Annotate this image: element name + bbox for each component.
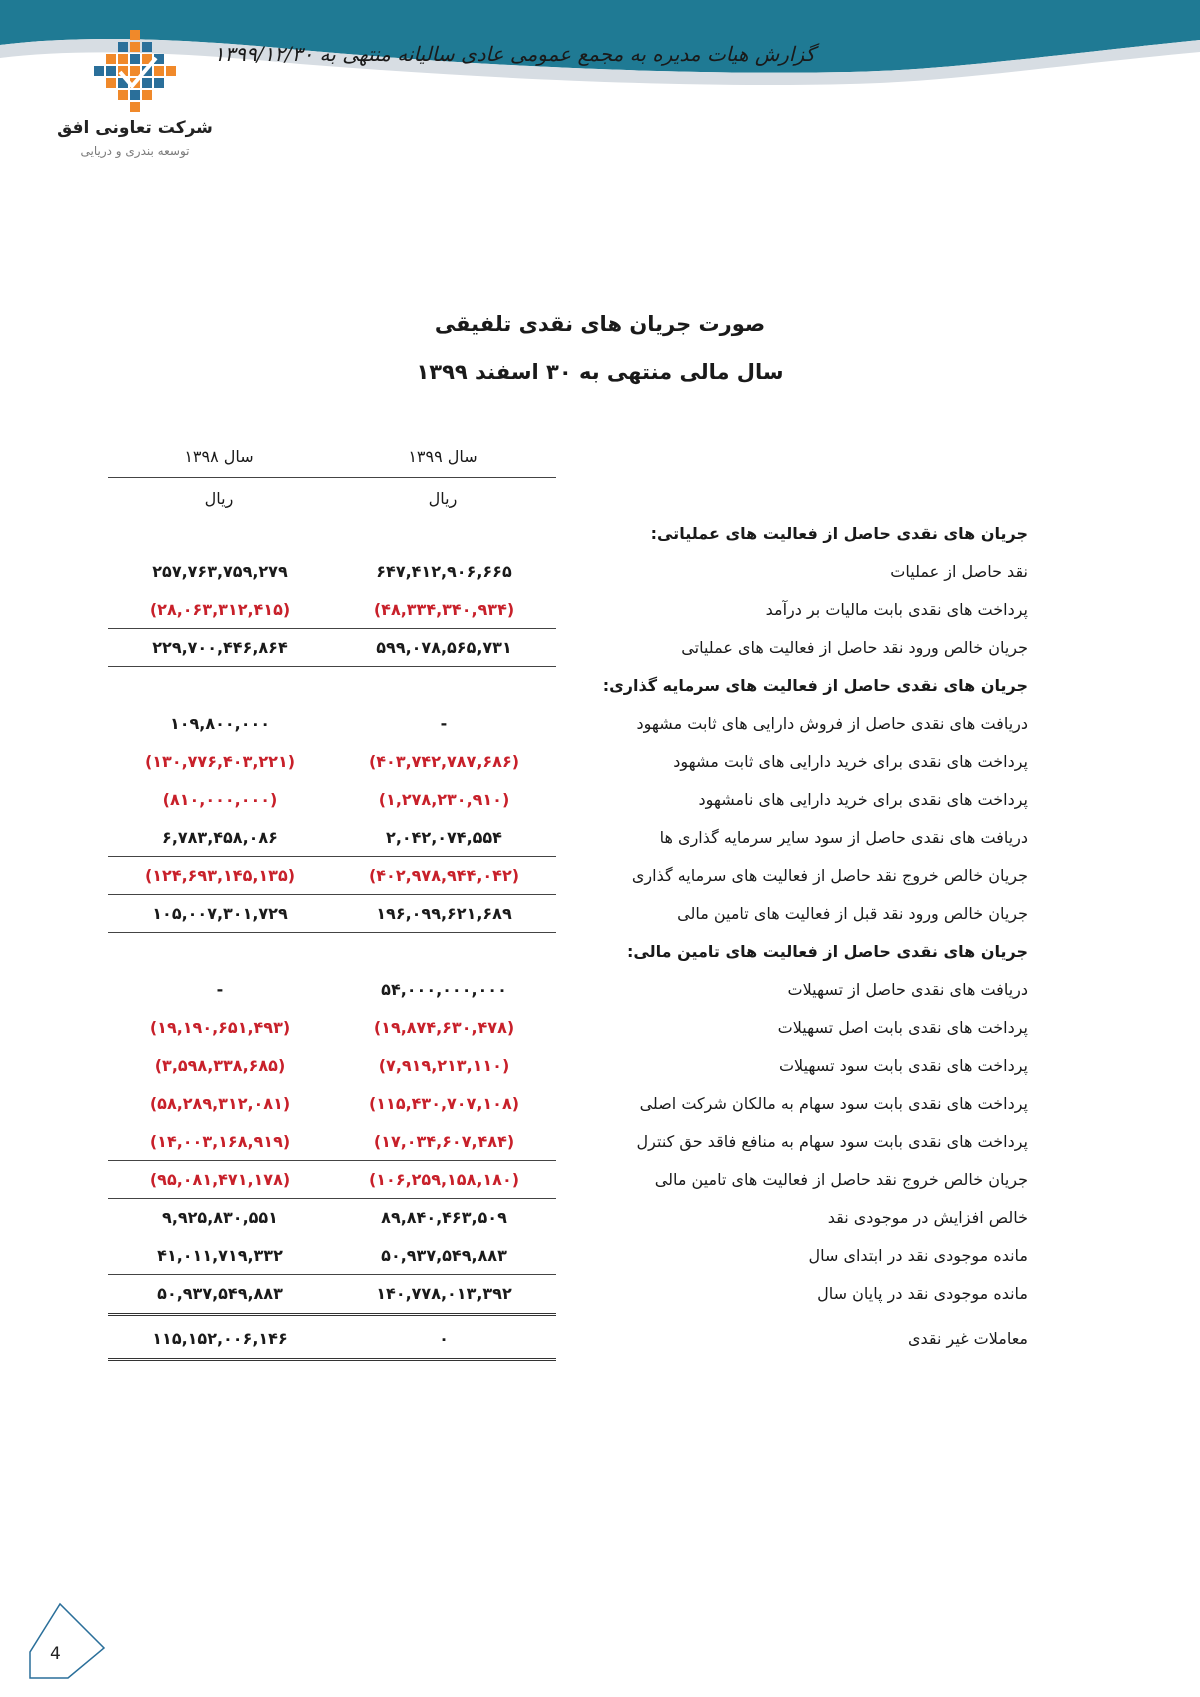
- row-label: پرداخت های نقدی بابت اصل تسهیلات: [777, 1018, 1028, 1037]
- page-number-badge: [26, 1600, 108, 1682]
- value-1398: ۴۱,۰۱۱,۷۱۹,۳۳۲: [157, 1246, 283, 1265]
- row-label: مانده موجودی نقد در پایان سال: [817, 1284, 1028, 1303]
- column-year-1398: سال ۱۳۹۸: [184, 447, 254, 466]
- total-double-rule: [108, 1313, 556, 1316]
- value-1398: (۲۸,۰۶۳,۳۱۲,۴۱۵): [149, 600, 291, 619]
- header-rule: [108, 477, 556, 478]
- table-row: [108, 1199, 1028, 1237]
- value-1399: (۱,۲۷۸,۲۳۰,۹۱۰): [378, 790, 510, 809]
- company-name: شرکت تعاونی افق: [57, 118, 213, 138]
- value-1398: (۱۳۰,۷۷۶,۴۰۳,۲۲۱): [144, 752, 296, 771]
- statement-subtitle: سال مالی منتهی به ۳۰ اسفند ۱۳۹۹: [416, 360, 784, 384]
- value-1398: ۲۲۹,۷۰۰,۴۴۶,۸۶۴: [152, 638, 288, 657]
- report-header-title: گزارش هیات مدیره به مجمع عمومی عادی سالیانه منتهی به ۱۳۹۹/۱۲/۳۰: [213, 42, 815, 66]
- company-tagline: توسعه بندری و دریایی: [80, 144, 190, 158]
- row-label: پرداخت های نقدی بابت سود تسهیلات: [778, 1056, 1028, 1075]
- row-label: پرداخت های نقدی برای خرید دارایی های نامشهود: [698, 790, 1028, 809]
- value-1399: ۱۴۰,۷۷۸,۰۱۳,۳۹۲: [376, 1284, 512, 1303]
- value-1399: ۰: [439, 1329, 449, 1348]
- value-1398: (۱۴,۰۰۳,۱۶۸,۹۱۹): [149, 1132, 291, 1151]
- row-label: معاملات غیر نقدی: [907, 1329, 1028, 1348]
- table-row: [108, 629, 1028, 667]
- value-1399: (۱۱۵,۴۳۰,۷۰۷,۱۰۸): [368, 1094, 520, 1113]
- company-logo: [55, 28, 215, 158]
- row-label: جریان های نقدی حاصل از فعالیت های عملیاتی:: [650, 524, 1028, 543]
- row-label: دریافت های نقدی حاصل از سود سایر سرمایه گذاری ها: [659, 828, 1028, 847]
- row-label: جریان های نقدی حاصل از فعالیت های تامین مالی:: [626, 942, 1028, 961]
- table-row: [108, 1161, 1028, 1199]
- value-1399: -: [440, 714, 448, 733]
- row-label: پرداخت های نقدی بابت سود سهام به مالکان شرکت اصلی: [639, 1094, 1028, 1113]
- row-label: دریافت های نقدی حاصل از تسهیلات: [787, 980, 1028, 999]
- table-row: [108, 1009, 1028, 1047]
- value-1398: ۱۱۵,۱۵۲,۰۰۶,۱۴۶: [152, 1329, 288, 1348]
- section-investing-heading: [108, 667, 1028, 705]
- value-1398: ۱۰۹,۸۰۰,۰۰۰: [169, 714, 271, 733]
- page-number: 4: [50, 1644, 61, 1664]
- section-financing-heading: [108, 933, 1028, 971]
- value-1398: (۵۸,۲۸۹,۳۱۲,۰۸۱): [149, 1094, 291, 1113]
- table-row: [108, 895, 1028, 933]
- column-year-1399: سال ۱۳۹۹: [408, 447, 478, 466]
- table-row: [108, 1047, 1028, 1085]
- row-label: جریان خالص خروج نقد حاصل از فعالیت های سرمایه گذاری: [631, 866, 1028, 885]
- value-1398: (۳,۵۹۸,۳۳۸,۶۸۵): [154, 1056, 286, 1075]
- table-row: [108, 591, 1028, 629]
- row-label: جریان خالص ورود نقد قبل از فعالیت های تامین مالی: [677, 904, 1028, 923]
- column-unit-1398: ریال: [204, 489, 234, 508]
- value-1399: ۱۹۶,۰۹۹,۶۲۱,۶۸۹: [376, 904, 512, 923]
- value-1399: ۶۴۷,۴۱۲,۹۰۶,۶۶۵: [376, 562, 512, 581]
- row-label: مانده موجودی نقد در ابتدای سال: [808, 1246, 1028, 1265]
- table-row: [108, 1320, 1028, 1358]
- table-row: [108, 971, 1028, 1009]
- table-row: [108, 553, 1028, 591]
- value-1399: (۱۹,۸۷۴,۶۳۰,۴۷۸): [373, 1018, 515, 1037]
- total-double-rule: [108, 1358, 556, 1361]
- value-1398: (۱۲۴,۶۹۳,۱۴۵,۱۳۵): [144, 866, 296, 885]
- row-label: پرداخت های نقدی برای خرید دارایی های ثابت مشهود: [673, 752, 1028, 771]
- value-1398: (۸۱۰,۰۰۰,۰۰۰): [162, 790, 278, 809]
- value-1399: ۵۴,۰۰۰,۰۰۰,۰۰۰: [381, 980, 507, 999]
- table-row: [108, 819, 1028, 857]
- value-1399: ۵۰,۹۳۷,۵۴۹,۸۸۳: [381, 1246, 507, 1265]
- row-label: پرداخت های نقدی بابت مالیات بر درآمد: [765, 600, 1028, 619]
- value-1398: ۶,۷۸۳,۴۵۸,۰۸۶: [162, 828, 278, 847]
- value-1399: (۴۸,۳۳۴,۳۴۰,۹۳۴): [373, 600, 515, 619]
- table-row: [108, 1237, 1028, 1275]
- value-1398: ۱۰۵,۰۰۷,۳۰۱,۷۲۹: [152, 904, 288, 923]
- table-row: [108, 743, 1028, 781]
- table-row: [108, 705, 1028, 743]
- table-row: [108, 1275, 1028, 1313]
- value-1399: (۴۰۳,۷۴۲,۷۸۷,۶۸۶): [368, 752, 520, 771]
- value-1399: (۱۰۶,۲۵۹,۱۵۸,۱۸۰): [368, 1170, 520, 1189]
- table-row: [108, 857, 1028, 895]
- row-label: نقد حاصل از عملیات: [890, 562, 1028, 581]
- row-label: دریافت های نقدی حاصل از فروش دارایی های ثابت مشهود: [636, 714, 1028, 733]
- table-row: [108, 1085, 1028, 1123]
- row-label: پرداخت های نقدی بابت سود سهام به منافع فاقد حق کنترل: [636, 1132, 1028, 1151]
- page-corner-icon: [26, 1600, 108, 1682]
- logo-mosaic-icon: [90, 28, 180, 116]
- row-label: جریان خالص خروج نقد حاصل از فعالیت های تامین مالی: [654, 1170, 1028, 1189]
- value-1398: ۵۰,۹۳۷,۵۴۹,۸۸۳: [157, 1284, 283, 1303]
- value-1398: ۹,۹۲۵,۸۳۰,۵۵۱: [162, 1208, 278, 1227]
- value-1399: (۱۷,۰۳۴,۶۰۷,۴۸۴): [373, 1132, 515, 1151]
- value-1398: (۹۵,۰۸۱,۴۷۱,۱۷۸): [149, 1170, 291, 1189]
- value-1399: (۴۰۲,۹۷۸,۹۴۴,۰۴۲): [368, 866, 520, 885]
- value-1398: ۲۵۷,۷۶۳,۷۵۹,۲۷۹: [152, 562, 288, 581]
- value-1399: ۸۹,۸۴۰,۴۶۳,۵۰۹: [381, 1208, 507, 1227]
- row-label: جریان های نقدی حاصل از فعالیت های سرمایه گذاری:: [602, 676, 1028, 695]
- section-operating-heading: [108, 515, 1028, 553]
- value-1399: ۲,۰۴۲,۰۷۴,۵۵۴: [386, 828, 502, 847]
- table-row: [108, 781, 1028, 819]
- value-1398: -: [216, 980, 224, 999]
- column-unit-1399: ریال: [428, 489, 458, 508]
- row-label: خالص افزایش در موجودی نقد: [827, 1208, 1028, 1227]
- row-label: جریان خالص ورود نقد حاصل از فعالیت های عملیاتی: [681, 638, 1028, 657]
- value-1399: ۵۹۹,۰۷۸,۵۶۵,۷۳۱: [376, 638, 512, 657]
- value-1399: (۷,۹۱۹,۲۱۳,۱۱۰): [378, 1056, 510, 1075]
- value-1398: (۱۹,۱۹۰,۶۵۱,۴۹۳): [149, 1018, 291, 1037]
- statement-title: صورت جریان های نقدی تلفیقی: [434, 312, 766, 336]
- table-row: [108, 1123, 1028, 1161]
